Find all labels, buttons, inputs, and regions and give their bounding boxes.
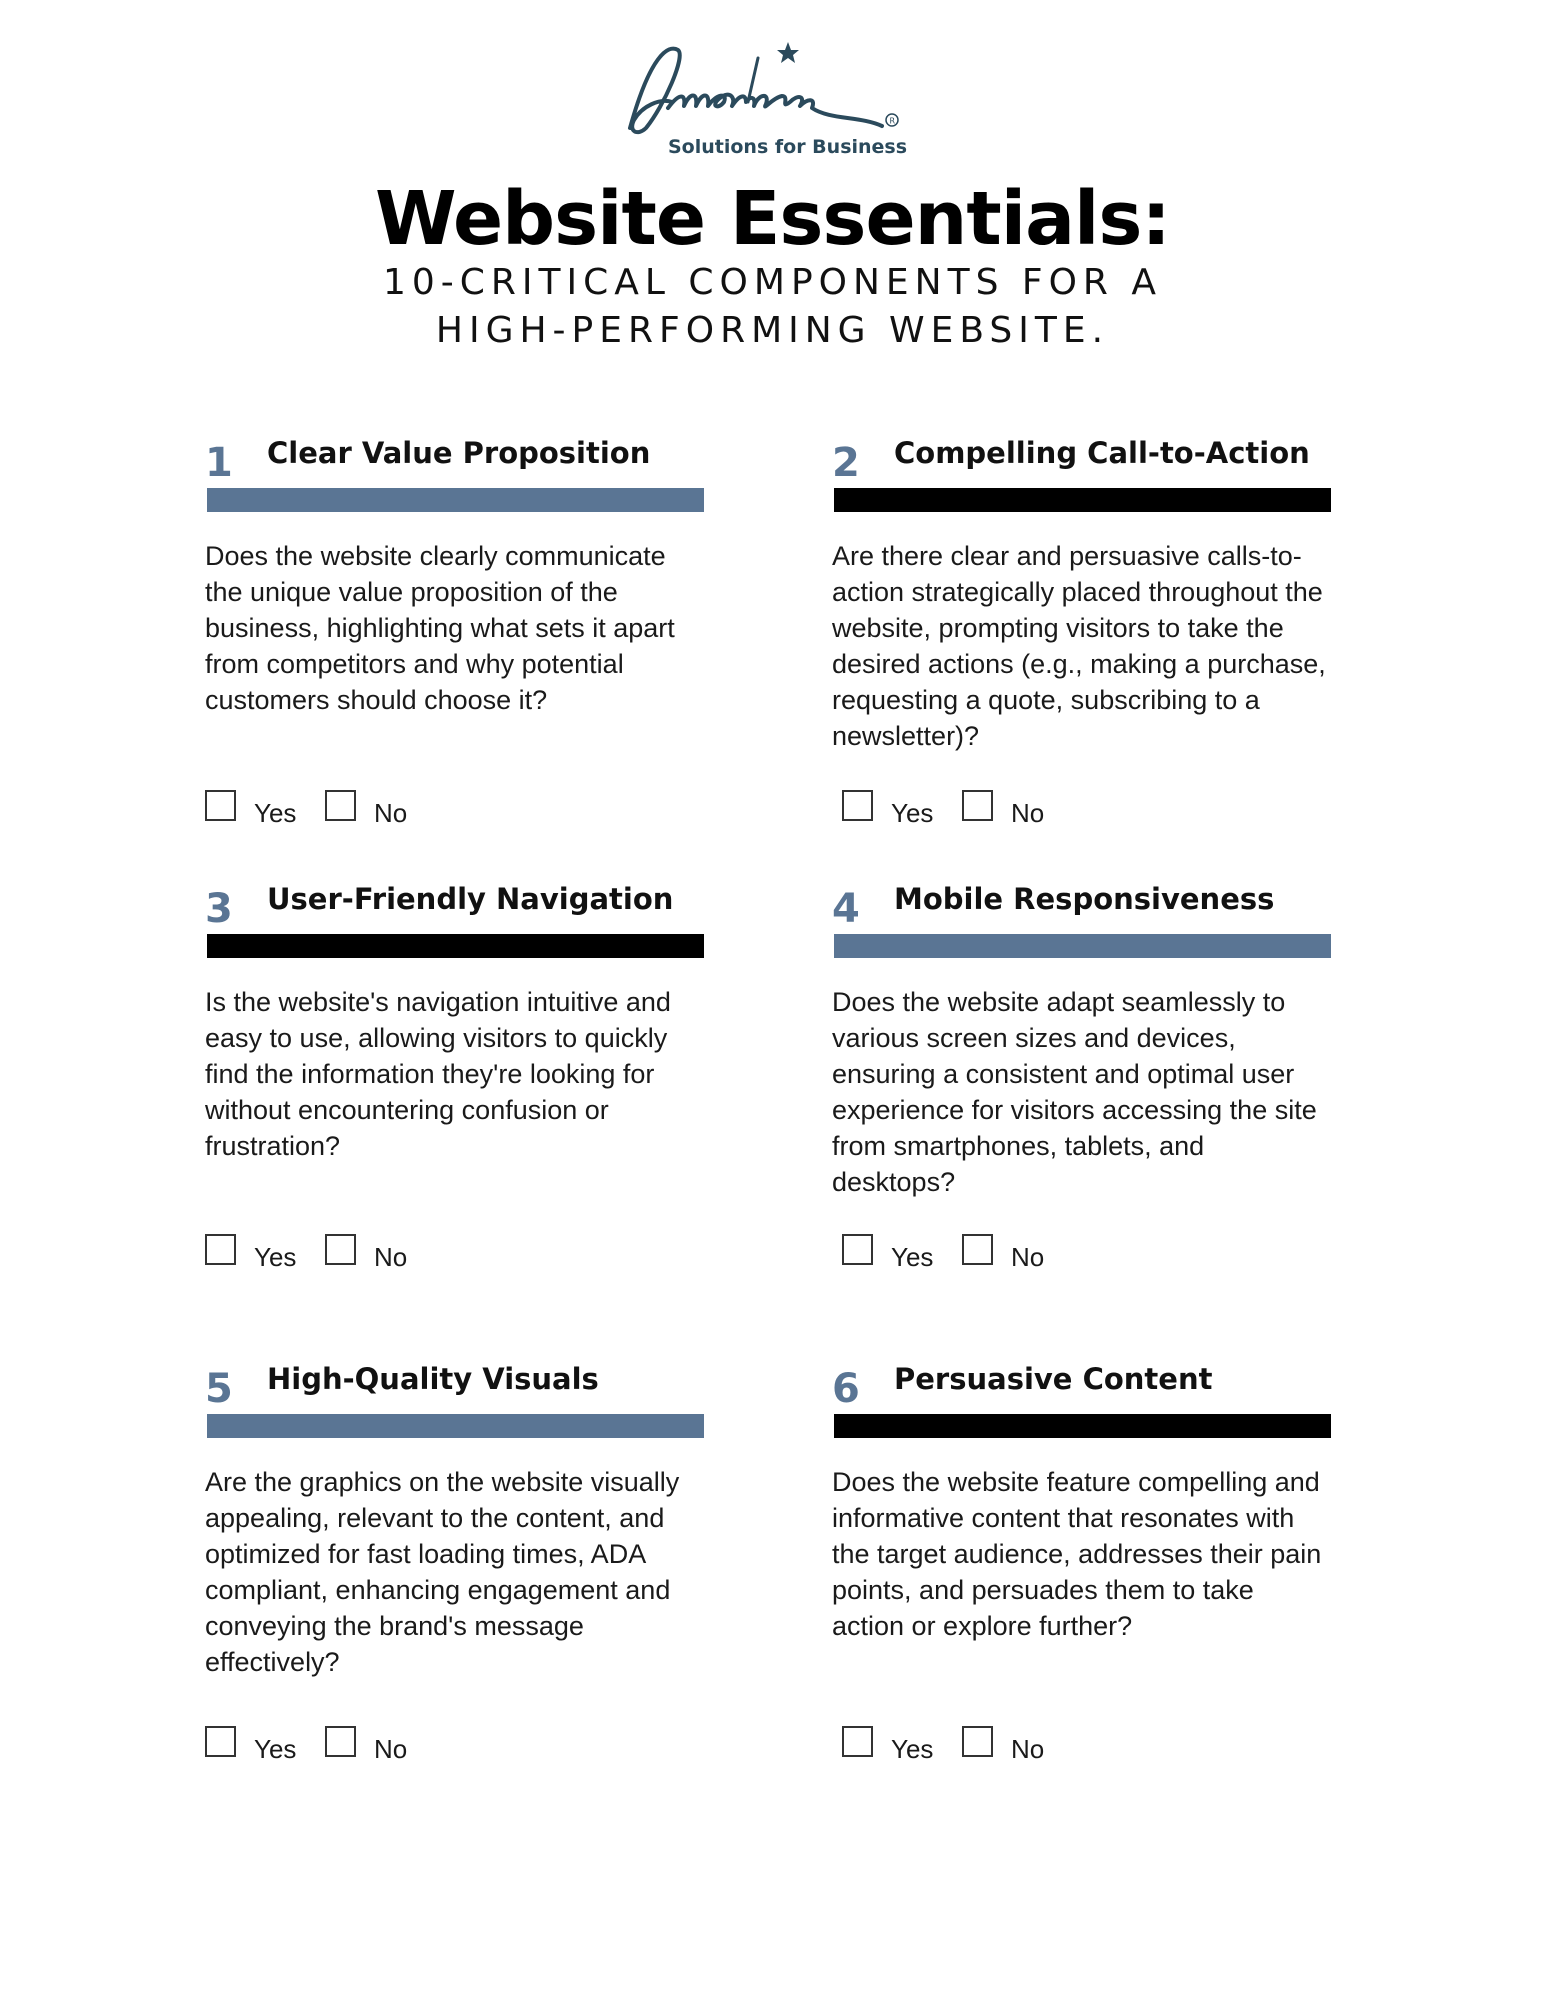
no-checkbox[interactable]	[325, 1234, 356, 1265]
item-divider-bar	[834, 934, 1331, 958]
item-number: 3	[205, 886, 233, 932]
no-label: No	[1011, 798, 1045, 828]
yes-no-choices	[205, 1234, 505, 1274]
checklist-item-3	[205, 882, 705, 1282]
no-checkbox[interactable]	[325, 790, 356, 821]
item-number: 4	[832, 886, 860, 932]
item-question: Does the website adapt seamlessly to various screen sizes and devices, ensuring a consistent and optimal user experience for visitors accessing the site from smartphones, tablets, and desktops?	[832, 987, 1317, 1197]
item-title: Mobile Responsiveness	[894, 882, 1275, 916]
yes-checkbox[interactable]	[842, 790, 873, 821]
item-title: High-Quality Visuals	[267, 1362, 599, 1396]
item-divider-bar	[207, 934, 704, 958]
yes-no-choices	[832, 790, 1132, 830]
svg-text:R: R	[889, 116, 896, 126]
star-icon	[777, 42, 799, 63]
item-divider-bar	[207, 488, 704, 512]
no-label: No	[374, 1734, 408, 1764]
no-checkbox[interactable]	[962, 790, 993, 821]
item-number: 6	[832, 1366, 860, 1412]
yes-label: Yes	[891, 798, 934, 828]
no-label: No	[1011, 1242, 1045, 1272]
item-divider-bar	[834, 1414, 1331, 1438]
yes-no-choices	[832, 1726, 1132, 1766]
no-checkbox[interactable]	[325, 1726, 356, 1757]
no-label: No	[374, 1242, 408, 1272]
yes-label: Yes	[891, 1242, 934, 1272]
yes-checkbox[interactable]	[842, 1234, 873, 1265]
yes-checkbox[interactable]	[205, 1234, 236, 1265]
yes-label: Yes	[254, 1242, 297, 1272]
item-number: 5	[205, 1366, 233, 1412]
item-number: 1	[205, 440, 233, 486]
page-title: Website Essentials:	[374, 176, 1171, 262]
no-label: No	[1011, 1734, 1045, 1764]
item-title: User-Friendly Navigation	[267, 882, 674, 916]
item-title: Clear Value Proposition	[267, 436, 651, 470]
checklist-item-5	[205, 1362, 705, 1782]
yes-checkbox[interactable]	[205, 1726, 236, 1757]
yes-no-choices	[205, 790, 505, 830]
item-title: Compelling Call-to-Action	[894, 436, 1310, 470]
yes-label: Yes	[254, 1734, 297, 1764]
no-label: No	[374, 798, 408, 828]
item-question: Are there clear and persuasive calls-to-action strategically placed throughout the website, prompting visitors to take the desired actions (e.g., making a purchase, requesting a quote, subscribing to a newsletter)?	[832, 541, 1326, 751]
yes-label: Yes	[891, 1734, 934, 1764]
company-logo	[620, 36, 920, 166]
yes-no-choices	[205, 1726, 505, 1766]
no-checkbox[interactable]	[962, 1234, 993, 1265]
page-subtitle-line-2: HIGH-PERFORMING WEBSITE.	[435, 310, 1110, 351]
checklist-item-6	[832, 1362, 1332, 1782]
item-question: Does the website feature compelling and informative content that resonates with the target audience, addresses their pain points, and persuades them to take action or explore further?	[832, 1467, 1322, 1641]
yes-checkbox[interactable]	[205, 790, 236, 821]
logo-tagline: Solutions for Business	[668, 136, 908, 158]
item-divider-bar	[207, 1414, 704, 1438]
item-question: Is the website's navigation intuitive and easy to use, allowing visitors to quickly find the information they're looking for without encountering confusion or frustration?	[205, 987, 671, 1161]
yes-no-choices	[832, 1234, 1132, 1274]
checklist-item-2	[832, 436, 1332, 836]
item-divider-bar	[834, 488, 1331, 512]
checklist-item-4	[832, 882, 1332, 1282]
item-question: Are the graphics on the website visually appealing, relevant to the content, and optimized for fast loading times, ADA compliant, enhancing engagement and conveying the brand's message effectively?	[205, 1467, 680, 1677]
page-subtitle-line-1: 10-CRITICAL COMPONENTS FOR A	[382, 262, 1163, 303]
item-question: Does the website clearly communicate the unique value proposition of the business, highlighting what sets it apart from competitors and why potential customers should choose it?	[205, 541, 675, 715]
yes-checkbox[interactable]	[842, 1726, 873, 1757]
yes-label: Yes	[254, 798, 297, 828]
no-checkbox[interactable]	[962, 1726, 993, 1757]
american-script-logo	[620, 36, 920, 136]
item-number: 2	[832, 440, 860, 486]
checklist-item-1	[205, 436, 705, 836]
item-title: Persuasive Content	[894, 1362, 1213, 1396]
